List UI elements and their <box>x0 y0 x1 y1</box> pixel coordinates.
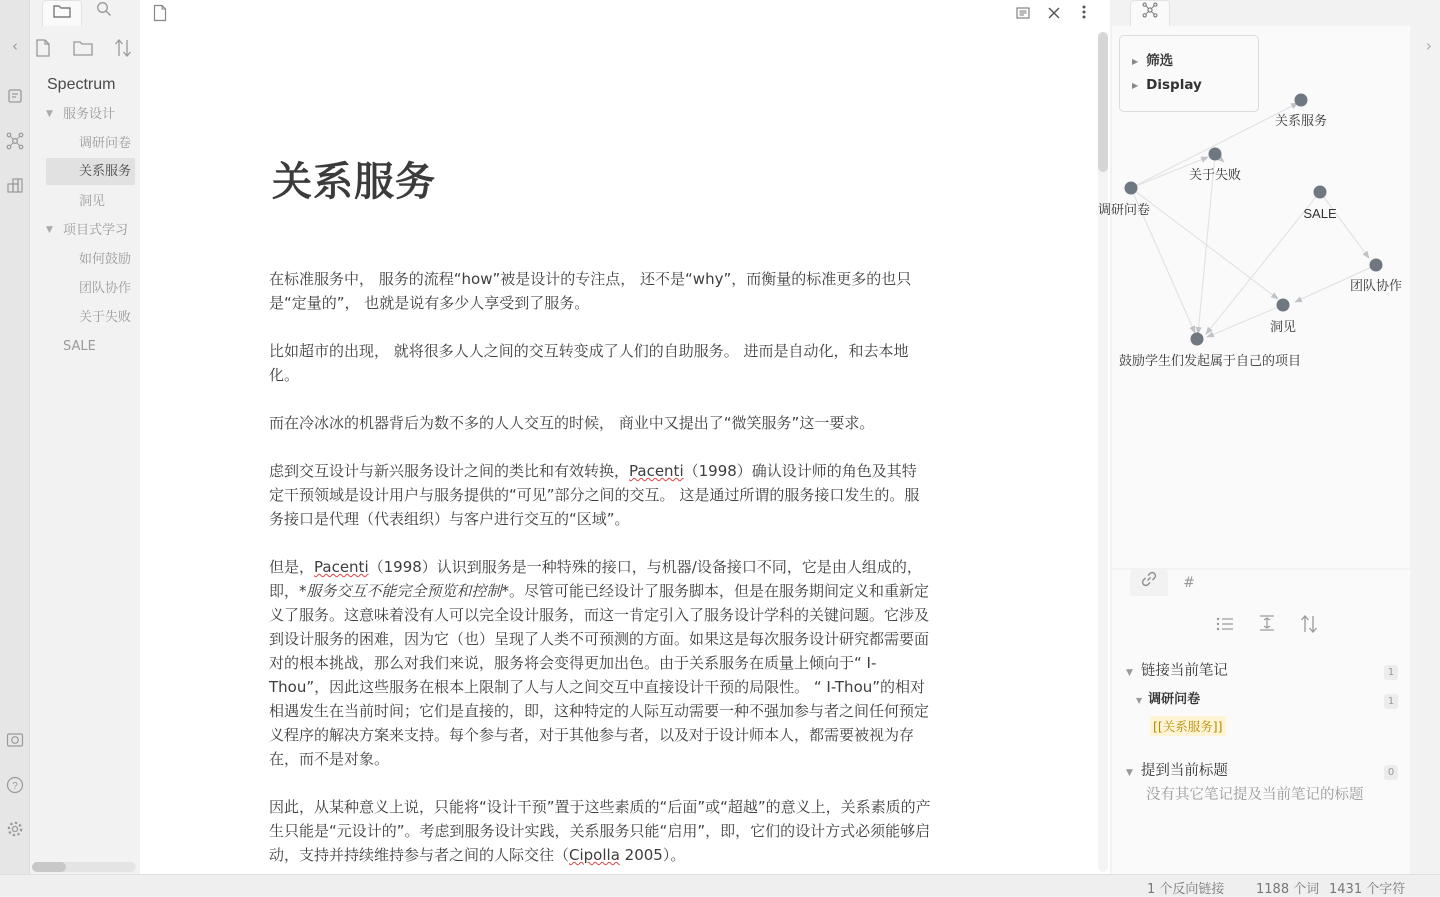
expand-icon[interactable] <box>1254 614 1280 640</box>
file-label: 调研问卷 <box>79 136 132 151</box>
graph-node[interactable] <box>1209 148 1222 161</box>
text-span: （1998）认识到服务是一种特殊的接口，与机器/设备接口不同，它是由人组成的，即， <box>269 558 922 600</box>
paragraph: 而在冷冰冰的机器背后为数不多的人人交互的时候， 商业中又提出了“微笑服务”这一要求。 <box>269 414 875 432</box>
file-label: 洞见 <box>79 194 106 209</box>
graph-controls <box>1119 35 1259 112</box>
explorer-actions <box>30 38 140 64</box>
templates-icon[interactable] <box>5 176 25 196</box>
chevron-down-icon: ▼ <box>1126 768 1133 778</box>
emphasis-text: *服务交互不能完全预览和控制* <box>299 582 510 600</box>
link-tab-icon[interactable] <box>1130 570 1168 596</box>
local-graph-panel[interactable] <box>1097 26 1410 568</box>
chevron-down-icon: ▼ <box>1136 696 1143 705</box>
backlinks-panel <box>1112 570 1410 874</box>
file-item[interactable] <box>46 246 135 273</box>
graph-node[interactable] <box>1191 333 1204 346</box>
graph-node-label: 关系服务 <box>1274 113 1328 128</box>
graph-node-label: 关于失败 <box>1188 167 1242 182</box>
linked-mentions-header[interactable] <box>1126 659 1228 680</box>
vault-icon[interactable] <box>5 732 25 752</box>
local-graph-tab-icon[interactable] <box>1130 0 1170 26</box>
document-body[interactable] <box>269 150 931 891</box>
section-title: 链接当前笔记 <box>1140 663 1228 679</box>
chevron-left-icon[interactable]: ‹ <box>12 37 18 55</box>
empty-state: 没有其它笔记提及当前笔记的标题 <box>1146 787 1364 803</box>
char-count: 1431 个字符 <box>1329 882 1406 897</box>
spellcheck-word: Pacenti <box>629 462 684 480</box>
backlink-count[interactable]: 1 个反向链接 <box>1147 882 1225 897</box>
graph-node[interactable] <box>1370 259 1383 272</box>
file-item[interactable] <box>46 275 135 302</box>
graph-edge <box>1320 192 1369 258</box>
editor-pane <box>140 0 1110 874</box>
tag-tab-icon[interactable]: # <box>1183 575 1195 591</box>
left-ribbon <box>0 0 30 874</box>
file-label: 如何鼓励 <box>79 252 132 267</box>
scrollbar-thumb[interactable] <box>1098 32 1108 172</box>
graph-node-label: 调研问卷 <box>1097 202 1151 217</box>
folder-label: 服务设计 <box>63 107 116 122</box>
word-count: 1188 个词 <box>1256 882 1320 897</box>
backlink-match[interactable]: [[关系服务]] <box>1150 716 1226 736</box>
file-label: 关于失败 <box>79 310 132 325</box>
graph-node-label: 团队协作 <box>1349 278 1403 293</box>
page-title: 关系服务 <box>272 159 436 205</box>
explorer-tabs <box>42 0 138 26</box>
folder-label: 项目式学习 <box>63 223 129 238</box>
graph-node[interactable] <box>1277 299 1290 312</box>
sort-icon[interactable] <box>1296 614 1322 640</box>
graph-view-icon[interactable] <box>5 132 25 152</box>
file-item-active[interactable] <box>46 158 135 185</box>
folder-tab-icon[interactable] <box>42 0 82 26</box>
backlink-file-name: 调研问卷 <box>1148 692 1201 707</box>
section-title: 提到当前标题 <box>1140 763 1228 779</box>
chevron-down-icon: ▼ <box>46 225 53 235</box>
chevron-down-icon: ▼ <box>46 109 53 119</box>
list-icon[interactable] <box>1212 614 1238 640</box>
filter-label: 筛选 <box>1146 53 1174 69</box>
svg-text:?: ? <box>12 781 18 792</box>
chevron-right-icon: ▶ <box>1132 56 1139 66</box>
folder-item[interactable] <box>46 217 135 244</box>
graph-node[interactable] <box>1125 182 1138 195</box>
chevron-right-icon: ▶ <box>1132 80 1139 90</box>
paragraph <box>269 795 931 867</box>
count-badge: 1 <box>1384 665 1398 680</box>
help-icon[interactable] <box>5 776 25 796</box>
vault-name: Spectrum <box>47 76 116 93</box>
graph-node[interactable] <box>1314 186 1327 199</box>
editor-header <box>140 0 1110 30</box>
paragraph <box>269 459 931 531</box>
file-item[interactable] <box>46 188 135 215</box>
filter-toggle[interactable] <box>1132 49 1173 69</box>
chevron-down-icon: ▼ <box>1126 668 1133 678</box>
spellcheck-word: Cipolla <box>569 846 620 864</box>
open-quick-switcher-icon[interactable] <box>5 88 25 108</box>
file-explorer <box>30 0 140 874</box>
file-icon <box>149 4 171 26</box>
file-item[interactable] <box>46 304 135 331</box>
folder-item[interactable] <box>46 101 135 128</box>
graph-node-label: 鼓励学生们发起属于自己的项目 <box>1118 353 1302 368</box>
graph-node-label: SALE <box>1303 206 1337 221</box>
unlinked-mentions-header[interactable] <box>1126 759 1228 780</box>
text-span: 但是， <box>269 558 315 576</box>
new-folder-icon[interactable] <box>70 38 96 64</box>
scrollbar-thumb[interactable] <box>32 862 66 872</box>
paragraph: 比如超市的出现， 就将很多人人之间的交互转变成了人们的自助服务。 进而是自动化，和去本地化。 <box>269 342 909 384</box>
backlink-file[interactable] <box>1136 688 1200 707</box>
sort-icon[interactable] <box>110 38 136 64</box>
count-badge: 1 <box>1384 694 1398 709</box>
file-label: 关系服务 <box>79 164 132 179</box>
search-icon[interactable] <box>84 0 124 26</box>
chevron-right-icon[interactable]: › <box>1425 36 1432 55</box>
graph-edge <box>1131 188 1278 299</box>
graph-nodes <box>1125 94 1383 346</box>
text-span: 。尽管可能已经设计了服务脚本，但是在服务期间定义和重新定义了服务。这意味着没有人可以完全设计服务，而这一肯定引入了服务设计学科的关键问题。它涉及到设计服务的困难，因为它（也）呈现了人类不可预测的方面。如果这是每次服务设计研究都需要面对的根本挑战，那么对我们来说，服务将会变得更加出色。由于关系服务在质量上倾向于“ I-Thou”，因此这些服务在根本上限制了人与人之间交互中直接设计干预的局限性。 “ I-Thou”的相对相遇发生在当前时间；它们是直接的，即，这种特定的人际互动需要一种不强加参与者之间任何预定义程序的解决方案来支持。每个参与者，对于其他参与者，以及对于设计师本人，都需要被视为存在，而不是对象。 <box>269 582 930 768</box>
paragraph <box>269 555 931 771</box>
explorer-scrollbar[interactable] <box>32 862 136 872</box>
spellcheck-word: Pacenti <box>314 558 369 576</box>
text-span: （1998）确认设计师的角色及其特定干预领域是设计用户与服务提供的“可见”部分之间的交互。 这是通过所谓的服务接口发生的。服务接口是代理（代表组织）与客户进行交互的“区域”。 <box>269 462 920 528</box>
close-icon[interactable] <box>1043 4 1065 26</box>
count-badge: 0 <box>1384 765 1398 780</box>
display-label: Display <box>1146 77 1202 93</box>
settings-icon[interactable] <box>5 820 25 840</box>
graph-edges <box>1131 103 1376 337</box>
more-options-icon[interactable] <box>1073 4 1095 26</box>
new-note-icon[interactable] <box>30 38 56 64</box>
editor-scrollbar[interactable] <box>1098 32 1108 872</box>
status-bar <box>0 874 1440 896</box>
paragraph: 在标准服务中， 服务的流程“how”被是设计的专注点， 还不是“why”，而衡量的标准更多的也只是“定量的”， 也就是说有多少人享受到了服务。 <box>269 270 912 312</box>
display-toggle[interactable] <box>1132 77 1202 93</box>
file-item[interactable] <box>46 130 135 157</box>
graph-node-label: 洞见 <box>1269 319 1297 334</box>
file-label: SALE <box>63 339 96 354</box>
backlinks-tabs <box>1130 570 1220 596</box>
file-label: 团队协作 <box>79 281 132 296</box>
text-span: 2005）。 <box>619 846 686 864</box>
file-item[interactable] <box>46 333 135 360</box>
text-span: 因此，从某种意义上说，只能将“设计干预”置于这些素质的“后面”或“超越”的意义上，关系素质的产生只能是“元设计的”。考虑到服务设计实践，关系服务只能“启用”，即，它们的设计方式必须能够启动，支持并持续维持参与者之间的人际交往（ <box>269 798 931 864</box>
graph-node[interactable] <box>1295 94 1308 107</box>
text-span: 虑到交互设计与新兴服务设计之间的类比和有效转换， <box>269 462 630 480</box>
right-sidebar <box>1097 0 1440 874</box>
reading-mode-icon[interactable] <box>1012 4 1034 26</box>
